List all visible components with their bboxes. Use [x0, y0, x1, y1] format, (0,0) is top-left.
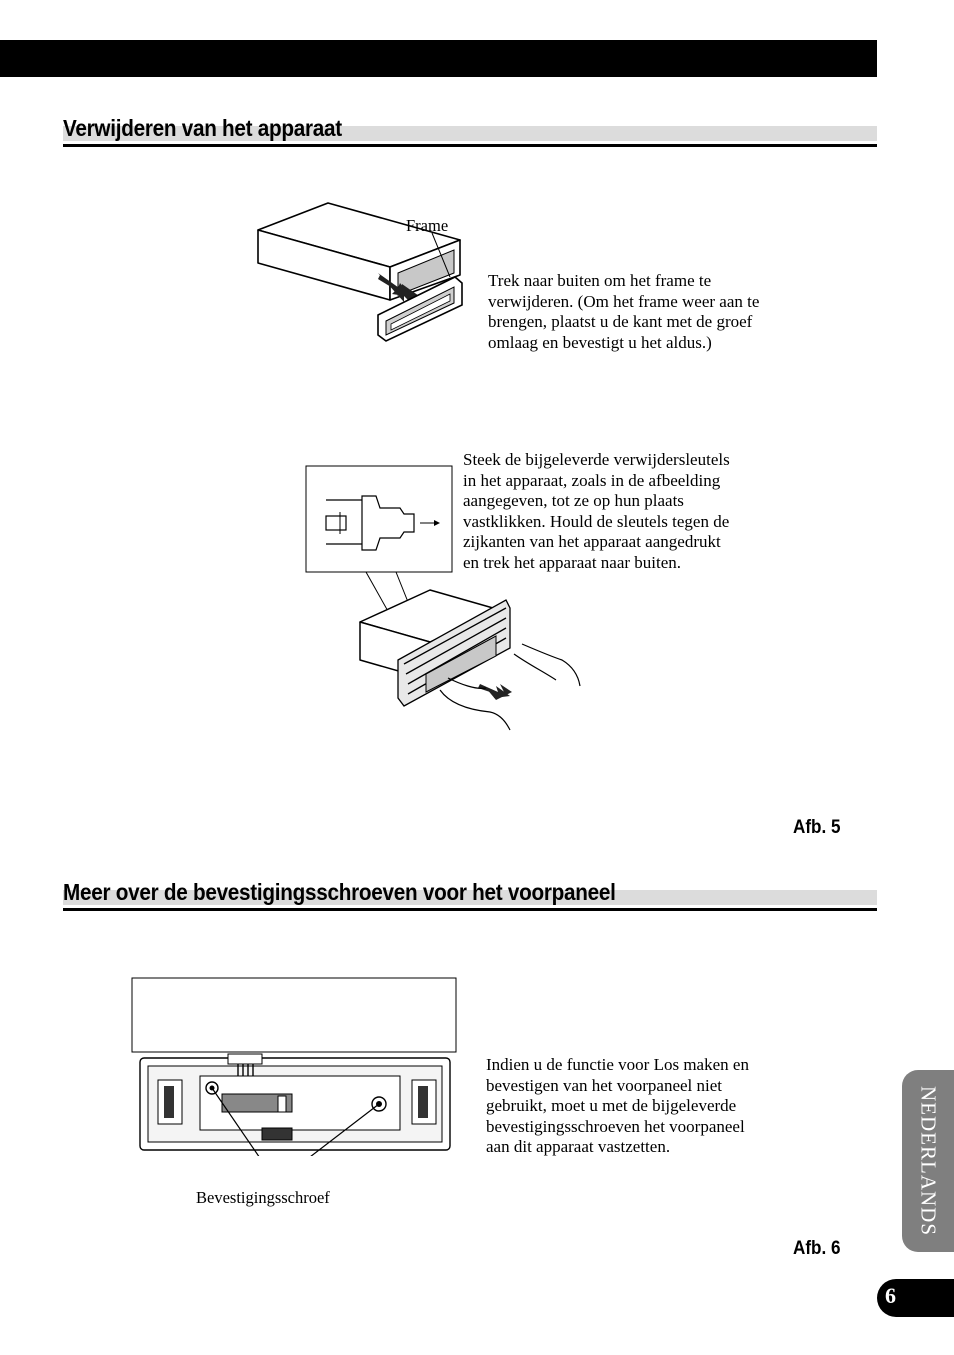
language-tab	[902, 1070, 954, 1252]
page-number-badge	[877, 1279, 954, 1317]
figure-label-5: Afb. 5	[793, 817, 841, 838]
page-number: 6	[885, 1283, 896, 1308]
section-heading-screws	[63, 879, 877, 911]
section-heading-removal	[63, 115, 877, 147]
frame-label: Frame	[406, 216, 449, 235]
frame-removal-illustration	[250, 195, 490, 355]
figure-label-6: Afb. 6	[793, 1238, 841, 1259]
section-title: Verwijderen van het apparaat	[63, 115, 342, 141]
frame-removal-text: Trek naar buiten om het frame te verwijderen. (Om het frame weer aan te brengen, plaatst u de kant met de groef omlaag en bevestigt u het aldus.)	[488, 271, 760, 352]
language-tab-label: NEDERLANDS	[916, 1086, 941, 1236]
removal-keys-text: Steek de bijgeleverde verwijdersleutels in het apparaat, zoals in de afbeelding aangegeven, tot ze op hun plaats vastklikken. Hould de sleutels tegen de zijkanten van het apparaat aangedrukt en trek het apparaat naar buiten.	[463, 450, 730, 572]
header-bar	[0, 40, 877, 77]
front-panel-screws-illustration	[130, 976, 460, 1156]
screw-label: Bevestigingsschroef	[196, 1188, 330, 1207]
front-panel-screws-text: Indien u de functie voor Los maken en bevestigen van het voorpaneel niet gebruikt, moet u met de bijgeleverde bevestigingsschroeven het voorpaneel aan dit apparaat vastzetten.	[486, 1055, 749, 1156]
section-title: Meer over de bevestigingsschroeven voor het voorpaneel	[63, 879, 616, 905]
